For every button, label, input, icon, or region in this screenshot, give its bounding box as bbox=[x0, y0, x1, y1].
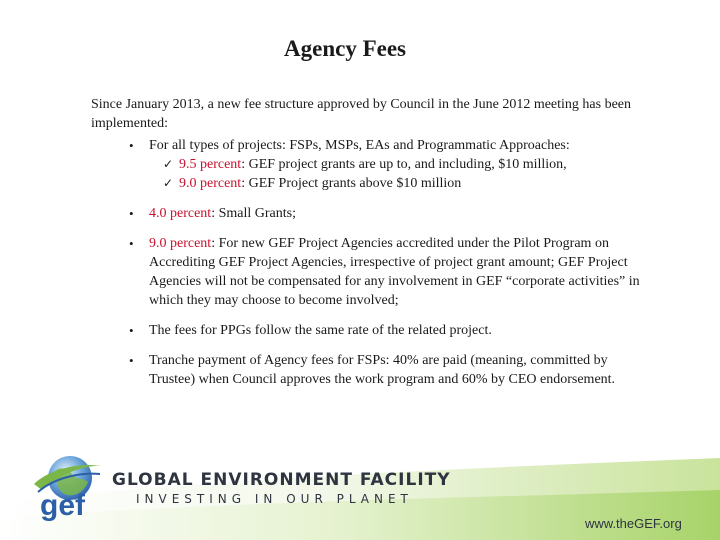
bullet-text: : Small Grants; bbox=[211, 206, 296, 221]
bullet-item-all-projects bbox=[91, 136, 651, 193]
bullet-item-small-grants bbox=[91, 204, 651, 223]
bullet-icon: • bbox=[129, 236, 134, 251]
sub-list bbox=[149, 155, 651, 193]
bullet-text: The fees for PPGs follow the same rate of the related project. bbox=[149, 323, 492, 338]
rate-highlight: 9.5 percent bbox=[179, 157, 242, 172]
bullet-text: For all types of projects: FSPs, MSPs, EAs and Programmatic Approaches: bbox=[149, 138, 570, 153]
bullet-icon: • bbox=[129, 353, 134, 368]
bullet-text: Tranche payment of Agency fees for FSPs: 40% are paid (meaning, committed by Trustee) when Council approves the work program and 60% by CEO endorsement. bbox=[149, 353, 616, 387]
rate-highlight: 9.0 percent bbox=[179, 176, 242, 191]
intro-text: Since January 2013, a new fee structure approved by Council in the June 2012 meeting has been implemented: bbox=[91, 97, 632, 131]
rate-highlight: 9.0 percent bbox=[149, 236, 212, 251]
org-name: GLOBAL ENVIRONMENT FACILITY bbox=[112, 470, 451, 490]
checkmark-icon: ✓ bbox=[163, 157, 174, 171]
slide-title: Agency Fees bbox=[284, 36, 406, 61]
website-url: www.theGEF.org bbox=[585, 516, 682, 531]
bullet-icon: • bbox=[129, 323, 134, 338]
bullet-icon: • bbox=[129, 138, 134, 153]
sub-item-text: : GEF Project grants above $10 million bbox=[241, 176, 462, 191]
rate-highlight: 4.0 percent bbox=[149, 206, 212, 221]
bullet-item-new-agencies bbox=[91, 234, 651, 310]
bullet-item-ppgs bbox=[91, 321, 651, 340]
tagline: INVESTING IN OUR PLANET bbox=[136, 492, 413, 506]
slide-content bbox=[91, 95, 651, 389]
sub-item-9-0 bbox=[149, 174, 651, 193]
sub-item-text: : GEF project grants are up to, and including, $10 million, bbox=[241, 157, 567, 172]
bullet-item-tranche bbox=[91, 351, 651, 389]
checkmark-icon: ✓ bbox=[163, 176, 174, 190]
bullet-icon: • bbox=[129, 206, 134, 221]
sub-item-9-5 bbox=[149, 155, 651, 174]
bullet-list bbox=[91, 136, 651, 389]
gef-logo-text: gef bbox=[40, 489, 85, 522]
bullet-text: : For new GEF Project Agencies accredited under the Pilot Program on Accrediting GEF Project Agencies, irrespective of project grant amount; GEF Project Agencies will not be compensated for any involvement in GEF “corporate activities” in which they may choose to become involved; bbox=[149, 236, 640, 308]
